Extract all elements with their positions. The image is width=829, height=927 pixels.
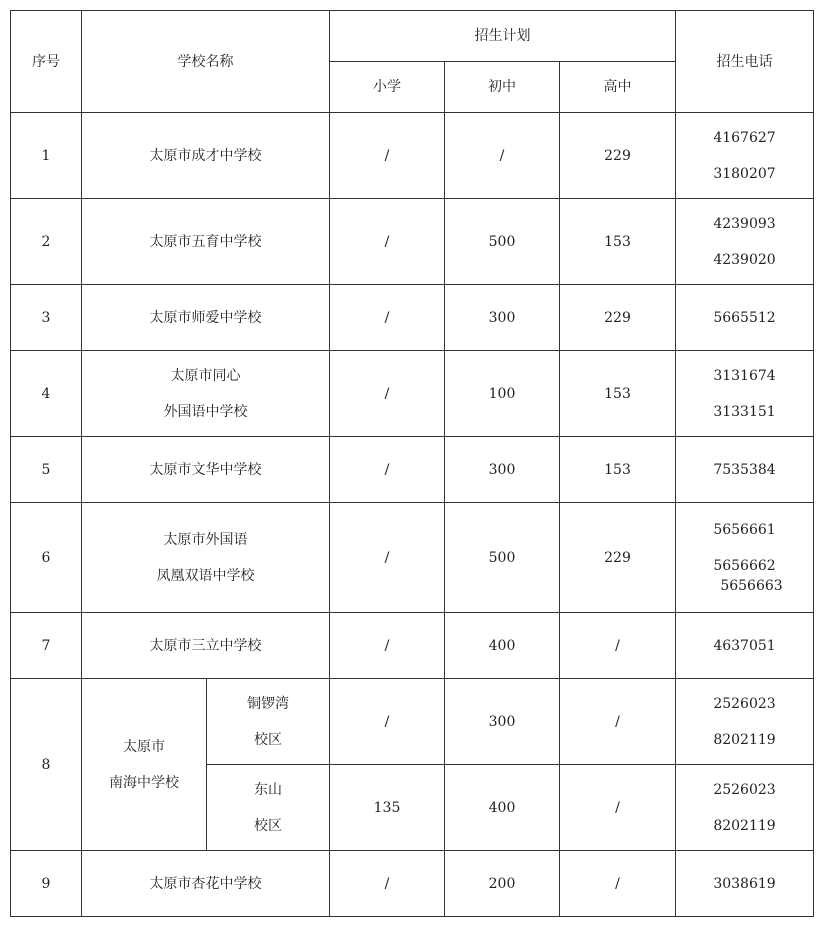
school-name (82, 199, 330, 285)
junior-count: 500 (445, 503, 560, 613)
junior-count: 300 (445, 285, 560, 351)
phone-cell (676, 437, 814, 503)
junior-count: 400 (445, 613, 560, 679)
phone-gap (676, 714, 813, 730)
phone-number: 2526023 (713, 781, 776, 798)
senior-count: 153 (560, 351, 676, 437)
phone-cell (676, 199, 814, 285)
phone-number: 8202119 (713, 731, 776, 748)
table-row (11, 679, 814, 765)
junior-count: 300 (445, 679, 560, 765)
campus-name-line: 东山 (254, 781, 282, 798)
school-name-line: 外国语中学校 (163, 403, 248, 420)
primary-count: / (330, 503, 445, 613)
header-junior: 初中 (445, 62, 560, 113)
table-row (11, 113, 814, 199)
senior-count: 229 (560, 503, 676, 613)
phone-number: 5656662 (713, 557, 776, 574)
phone-number: 5656661 (713, 521, 776, 538)
school-name-line: 太原市五育中学校 (149, 233, 262, 250)
phone-cell (676, 503, 814, 613)
header-index: 序号 (11, 11, 82, 113)
phone-gap (676, 800, 813, 816)
phone-number: 3133151 (713, 403, 776, 420)
header-enrollment-plan: 招生计划 (330, 11, 676, 62)
campus-name (207, 765, 330, 851)
phone-cell (676, 679, 814, 765)
phone-number: 8202119 (713, 817, 776, 834)
primary-count: / (330, 679, 445, 765)
campus-name-line: 校区 (254, 731, 282, 748)
junior-count: 200 (445, 851, 560, 917)
school-name (82, 285, 330, 351)
school-name (82, 503, 330, 613)
campus-name (207, 679, 330, 765)
phone-number: 4637051 (713, 637, 776, 654)
phone-number: 3038619 (713, 875, 776, 892)
senior-count: 229 (560, 285, 676, 351)
phone-cell (676, 113, 814, 199)
row-index: 5 (11, 437, 82, 503)
school-name (82, 851, 330, 917)
table-row (11, 503, 814, 613)
phone-cell (676, 351, 814, 437)
row-index: 2 (11, 199, 82, 285)
phone-cell (676, 765, 814, 851)
primary-count: / (330, 199, 445, 285)
table-row (11, 437, 814, 503)
row-index: 4 (11, 351, 82, 437)
senior-count: 229 (560, 113, 676, 199)
table-row (11, 613, 814, 679)
primary-count: / (330, 851, 445, 917)
header-row-top (11, 11, 814, 62)
junior-count: 400 (445, 765, 560, 851)
enrollment-table (10, 10, 814, 917)
primary-count: / (330, 285, 445, 351)
primary-count: / (330, 351, 445, 437)
phone-number: 2526023 (713, 695, 776, 712)
school-name-line: 太原市师爱中学校 (149, 309, 262, 326)
row-index: 3 (11, 285, 82, 351)
campus-name-line: 铜锣湾 (247, 695, 289, 712)
primary-count: / (330, 613, 445, 679)
campus-name-gap (207, 714, 329, 730)
school-name-line: 太原市 (123, 738, 165, 755)
row-index: 1 (11, 113, 82, 199)
phone-cell (676, 285, 814, 351)
junior-count: 100 (445, 351, 560, 437)
table-row (11, 351, 814, 437)
school-name-gap (82, 757, 206, 773)
phone-number: 5665512 (713, 309, 776, 326)
school-name-line: 太原市文华中学校 (149, 461, 262, 478)
phone-gap (676, 386, 813, 402)
primary-count: / (330, 113, 445, 199)
senior-count: / (560, 851, 676, 917)
school-name-line: 太原市三立中学校 (149, 637, 262, 654)
phone-number: 4167627 (713, 129, 776, 146)
row-index: 8 (11, 679, 82, 851)
phone-gap (676, 540, 813, 556)
senior-count: / (560, 613, 676, 679)
junior-count: 300 (445, 437, 560, 503)
school-name-line: 太原市成才中学校 (149, 147, 262, 164)
senior-count: 153 (560, 437, 676, 503)
phone-number: 4239020 (713, 251, 776, 268)
phone-cell (676, 851, 814, 917)
campus-name-line: 校区 (254, 817, 282, 834)
campus-name-gap (207, 800, 329, 816)
school-name-line: 太原市同心 (170, 367, 241, 384)
school-name (82, 351, 330, 437)
primary-count: / (330, 437, 445, 503)
header-senior: 高中 (560, 62, 676, 113)
school-name-line: 南海中学校 (109, 774, 179, 791)
school-name-gap (82, 550, 329, 566)
phone-number: 3131674 (713, 367, 776, 384)
table-row (11, 199, 814, 285)
senior-count: / (560, 679, 676, 765)
phone-number: 5656663 (720, 577, 783, 594)
phone-number: 3180207 (713, 165, 776, 182)
junior-count: / (445, 113, 560, 199)
senior-count: 153 (560, 199, 676, 285)
phone-number: 7535384 (713, 461, 776, 478)
row-index: 9 (11, 851, 82, 917)
phone-cell (676, 613, 814, 679)
header-primary: 小学 (330, 62, 445, 113)
school-name-line: 凤凰双语中学校 (156, 567, 255, 584)
senior-count: / (560, 765, 676, 851)
school-name (82, 613, 330, 679)
junior-count: 500 (445, 199, 560, 285)
table-row (11, 851, 814, 917)
primary-count: 135 (330, 765, 445, 851)
table-row (11, 285, 814, 351)
school-name-line: 太原市外国语 (163, 531, 248, 548)
school-name (82, 679, 207, 851)
phone-number: 4239093 (713, 215, 776, 232)
row-index: 7 (11, 613, 82, 679)
school-name-gap (82, 386, 329, 402)
school-name (82, 113, 330, 199)
phone-gap (676, 234, 813, 250)
row-index: 6 (11, 503, 82, 613)
school-name-line: 太原市杏花中学校 (149, 875, 262, 892)
phone-gap (676, 148, 813, 164)
header-phone: 招生电话 (676, 11, 814, 113)
school-name (82, 437, 330, 503)
header-school-name: 学校名称 (82, 11, 330, 113)
